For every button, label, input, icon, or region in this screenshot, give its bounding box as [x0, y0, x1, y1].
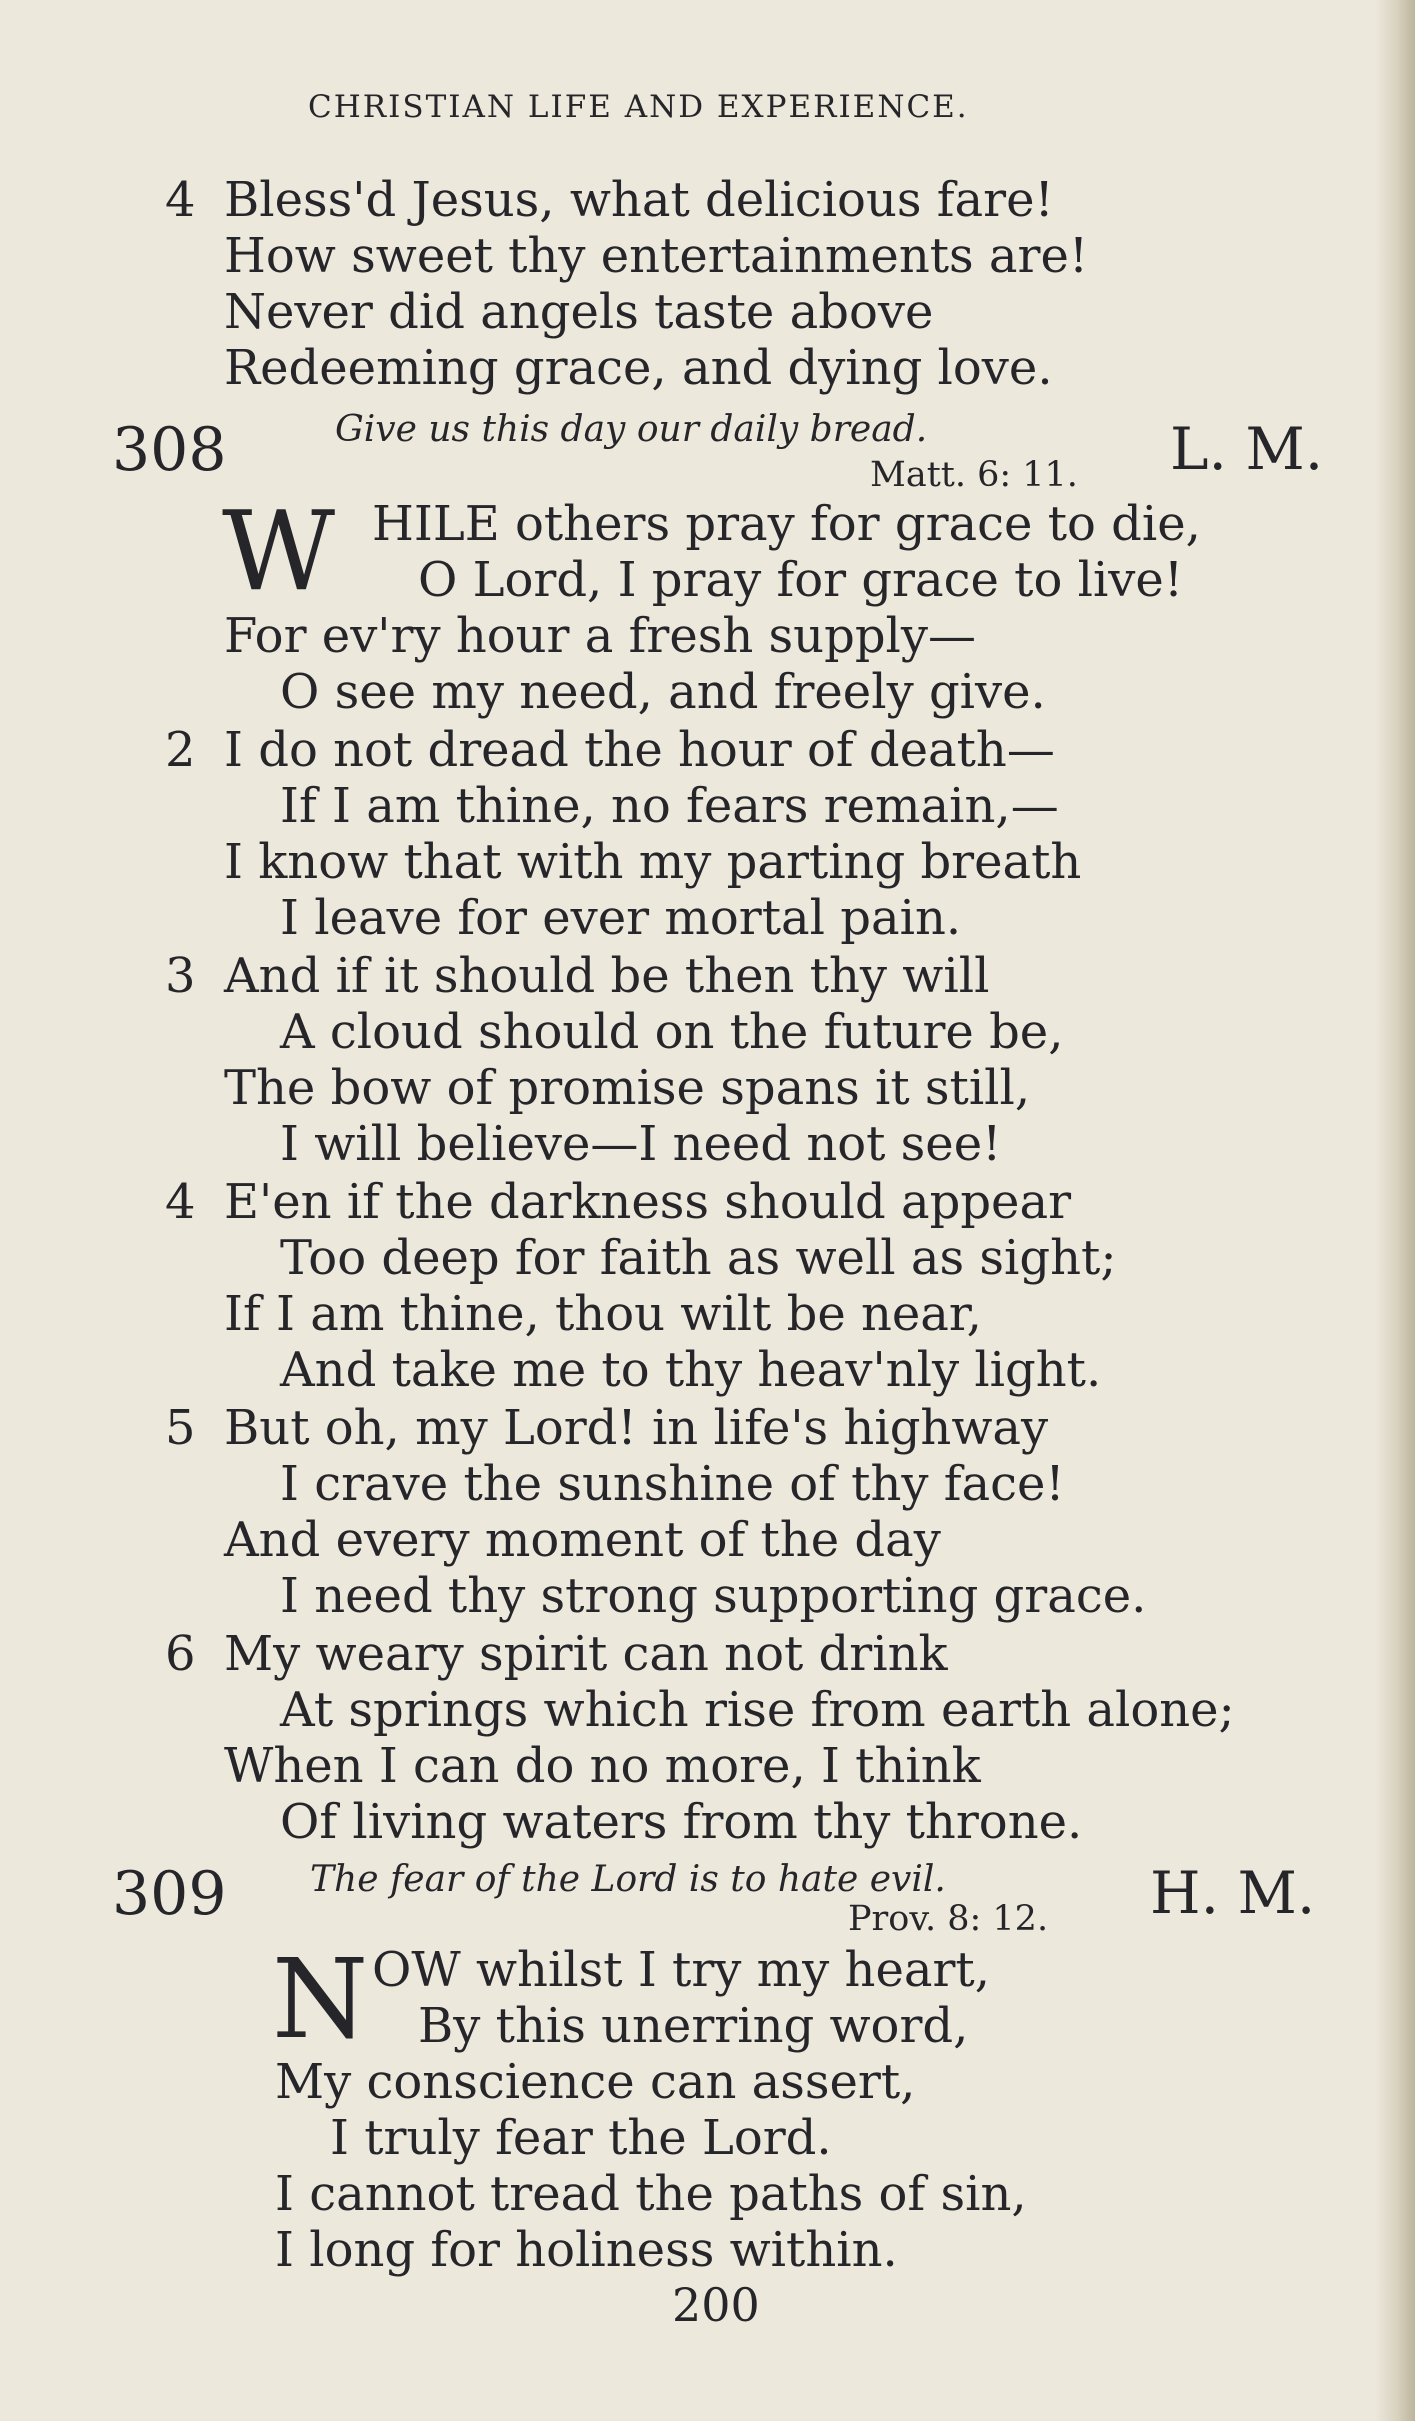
running-header: CHRISTIAN LIFE AND EXPERIENCE.	[308, 89, 969, 125]
stanza-number: 6	[165, 1626, 196, 1682]
meter: H. M.	[1150, 1859, 1316, 1927]
hymn-title: The fear of the Lord is to hate evil.	[310, 1859, 946, 1900]
meter: L. M.	[1170, 415, 1324, 483]
verse-line: A cloud should on the future be,	[280, 1004, 1064, 1060]
drop-cap: N	[272, 1935, 369, 2063]
stanza-number: 4	[165, 1174, 196, 1230]
verse-line: And take me to thy heav'nly light.	[280, 1342, 1102, 1398]
hymn-title: Give us this day our daily bread.	[335, 409, 928, 450]
verse-line: Of living waters from thy throne.	[280, 1794, 1083, 1850]
verse-line: How sweet thy entertainments are!	[224, 228, 1089, 284]
verse-line: E'en if the darkness should appear	[224, 1174, 1072, 1230]
verse-line: And every moment of the day	[224, 1512, 941, 1568]
verse-line: I leave for ever mortal pain.	[280, 890, 962, 946]
hymn-number: 308	[112, 415, 227, 485]
verse-line: For ev'ry hour a fresh supply—	[224, 608, 977, 664]
verse-line: Redeeming grace, and dying love.	[224, 340, 1053, 396]
verse-line: HILE others pray for grace to die,	[372, 496, 1201, 552]
verse-line: And if it should be then thy will	[224, 948, 990, 1004]
verse-line: I need thy strong supporting grace.	[280, 1568, 1147, 1624]
stanza-number: 2	[165, 722, 196, 778]
page-edge	[1375, 0, 1415, 2421]
verse-line: Too deep for faith as well as sight;	[280, 1230, 1117, 1286]
scripture-reference: Prov. 8: 12.	[848, 1899, 1049, 1939]
verse-line: I cannot tread the paths of sin,	[275, 2166, 1027, 2222]
verse-line: Bless'd Jesus, what delicious fare!	[224, 172, 1054, 228]
scripture-reference: Matt. 6: 11.	[870, 455, 1078, 495]
verse-line: At springs which rise from earth alone;	[280, 1682, 1235, 1738]
stanza-number: 3	[165, 948, 196, 1004]
verse-line: I will believe—I need not see!	[280, 1116, 1002, 1172]
verse-line: My weary spirit can not drink	[224, 1626, 948, 1682]
verse-line: If I am thine, no fears remain,—	[280, 778, 1059, 834]
verse-line: I know that with my parting breath	[224, 834, 1082, 890]
verse-line: OW whilst I try my heart,	[372, 1942, 990, 1998]
verse-line: Never did angels taste above	[224, 284, 934, 340]
verse-line: If I am thine, thou wilt be near,	[224, 1286, 982, 1342]
page-number: 200	[672, 2278, 760, 2332]
verse-line: By this unerring word,	[418, 1998, 969, 2054]
verse-line: My conscience can assert,	[275, 2054, 916, 2110]
verse-line: The bow of promise spans it still,	[224, 1060, 1031, 1116]
hymn-number: 309	[112, 1859, 227, 1929]
verse-line: I truly fear the Lord.	[330, 2110, 832, 2166]
verse-line: I long for holiness within.	[275, 2222, 898, 2278]
stanza-number: 4	[165, 172, 196, 228]
verse-line: But oh, my Lord! in life's highway	[224, 1400, 1049, 1456]
verse-line: When I can do no more, I think	[224, 1738, 981, 1794]
verse-line: O see my need, and freely give.	[280, 664, 1046, 720]
verse-line: I crave the sunshine of thy face!	[280, 1456, 1065, 1512]
stanza-number: 5	[165, 1400, 196, 1456]
verse-line: I do not dread the hour of death—	[224, 722, 1055, 778]
drop-cap: W	[222, 487, 336, 615]
verse-line: O Lord, I pray for grace to live!	[418, 552, 1184, 608]
